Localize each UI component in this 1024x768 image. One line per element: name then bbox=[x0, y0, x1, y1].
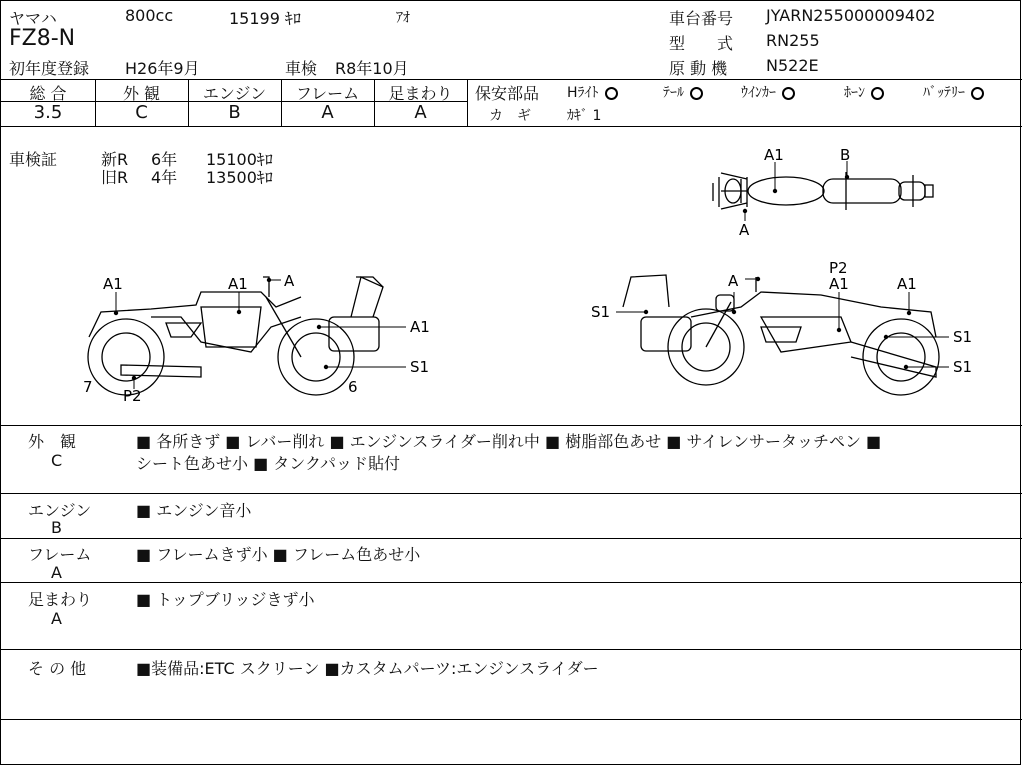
mark-label: B bbox=[840, 146, 851, 164]
frame-no-label: 車台番号 bbox=[669, 9, 734, 28]
inspection-label: 車検 bbox=[285, 59, 318, 78]
headlight-label: Hﾗｲﾄ bbox=[567, 85, 599, 101]
grade-engine-label: エンジン bbox=[202, 84, 267, 103]
safety-taillight bbox=[663, 82, 703, 102]
mark-label: A1 bbox=[764, 146, 784, 164]
divider bbox=[1, 649, 1022, 650]
engine-value: N522E bbox=[766, 56, 819, 75]
mark-label: 7 bbox=[83, 378, 93, 396]
maker: ヤマハ bbox=[9, 9, 57, 28]
mark-label: P2 bbox=[829, 259, 848, 277]
cert-new-label: 新R bbox=[101, 150, 129, 169]
type-label: 型 式 bbox=[669, 34, 734, 53]
safety-horn bbox=[844, 82, 884, 102]
mark-label: A bbox=[739, 221, 750, 239]
remark-suspension-line1: ■ トップブリッジきず小 bbox=[136, 590, 315, 609]
engine-label: 原 動 機 bbox=[669, 59, 728, 78]
grade-exterior-value: C bbox=[135, 102, 148, 123]
remark-exterior-line2: シート色あせ小 ■ タンクパッド貼付 bbox=[136, 454, 401, 473]
grade-engine-value: B bbox=[228, 102, 241, 123]
remark-suspension-grade: A bbox=[51, 609, 62, 628]
remark-frame-grade: A bbox=[51, 563, 62, 582]
divider bbox=[1, 425, 1022, 426]
right-side-bike bbox=[623, 275, 939, 395]
remark-engine-label: エンジン bbox=[28, 501, 92, 520]
safety-headlight bbox=[567, 82, 618, 102]
divider bbox=[1, 79, 1022, 80]
remark-exterior-grade: C bbox=[51, 451, 63, 470]
cert-old-year: 4年 bbox=[151, 168, 178, 187]
mark-label: A1 bbox=[103, 275, 123, 293]
ok-circle-icon bbox=[971, 87, 984, 100]
mark-label: A bbox=[284, 272, 295, 290]
grade-suspension-value: A bbox=[414, 102, 427, 123]
remark-engine-grade: B bbox=[51, 518, 62, 537]
first-reg-label: 初年度登録 bbox=[9, 59, 90, 78]
mark-label: S1 bbox=[953, 358, 973, 376]
type-value: RN255 bbox=[766, 31, 820, 50]
color: ｱｵ bbox=[396, 10, 410, 26]
safety-battery bbox=[923, 82, 984, 102]
grade-exterior-label: 外 観 bbox=[122, 84, 161, 103]
cert-old-km: 13500ｷﾛ bbox=[206, 168, 273, 187]
model-name: FZ8-N bbox=[9, 26, 76, 51]
grade-suspension-label: 足まわり bbox=[388, 84, 453, 103]
safety-label: 保安部品 bbox=[475, 84, 540, 103]
key-value: ｶｷﾞ 1 bbox=[567, 108, 602, 124]
grade-frame-label: フレーム bbox=[295, 84, 360, 103]
inspection-value: R8年10月 bbox=[335, 59, 409, 78]
mark-label: S1 bbox=[953, 328, 973, 346]
taillight-label: ﾃｰﾙ bbox=[663, 85, 684, 101]
remark-exterior-label: 外 観 bbox=[28, 432, 77, 451]
cert-new-km: 15100ｷﾛ bbox=[206, 150, 273, 169]
mark-label: A1 bbox=[228, 275, 248, 293]
mark-label: 6 bbox=[348, 378, 358, 396]
grade-overall-label: 総 合 bbox=[29, 84, 67, 103]
mark-label: A1 bbox=[897, 275, 917, 293]
mark-label: A1 bbox=[410, 318, 430, 336]
displacement: 800cc bbox=[125, 6, 174, 25]
divider bbox=[1, 582, 1022, 583]
ok-circle-icon bbox=[690, 87, 703, 100]
winker-label: ｳｲﾝｶｰ bbox=[741, 85, 776, 101]
ok-circle-icon bbox=[782, 87, 795, 100]
divider bbox=[1, 719, 1022, 720]
remark-frame-label: フレーム bbox=[28, 545, 92, 564]
ok-circle-icon bbox=[871, 87, 884, 100]
mark-label: A bbox=[728, 272, 739, 290]
first-reg-value: H26年9月 bbox=[125, 59, 200, 78]
damage-diagram bbox=[1, 127, 1021, 423]
divider bbox=[1, 493, 1022, 494]
mark-label: S1 bbox=[410, 358, 430, 376]
mark-label: P2 bbox=[123, 387, 142, 405]
remark-other-label: そ の 他 bbox=[28, 659, 87, 678]
divider bbox=[467, 79, 468, 126]
remark-engine-line1: ■ エンジン音小 bbox=[136, 501, 252, 520]
safety-winker bbox=[741, 82, 795, 102]
remark-exterior-line1: ■ 各所きず ■ レバー削れ ■ エンジンスライダー削れ中 ■ 樹脂部色あせ ■ サイレンサータッチペン ■ bbox=[136, 432, 882, 451]
cert-label: 車検証 bbox=[9, 150, 58, 169]
horn-label: ﾎｰﾝ bbox=[844, 85, 865, 101]
remark-suspension-label: 足まわり bbox=[28, 590, 93, 609]
grade-overall-value: 3.5 bbox=[33, 102, 63, 123]
remark-other-line1: ■装備品:ETC スクリーン ■カスタムパーツ:エンジンスライダー bbox=[136, 659, 599, 678]
grade-frame-value: A bbox=[321, 102, 334, 123]
cert-new-year: 6年 bbox=[151, 150, 178, 169]
mileage: 15199 ｷﾛ bbox=[229, 9, 301, 28]
battery-label: ﾊﾞｯﾃﾘｰ bbox=[923, 85, 965, 101]
divider bbox=[1, 538, 1022, 539]
ok-circle-icon bbox=[605, 87, 618, 100]
mark-label: A1 bbox=[829, 275, 849, 293]
mark-label: S1 bbox=[591, 303, 611, 321]
frame-no: JYARN255000009402 bbox=[766, 6, 936, 25]
key-label: カ ギ bbox=[489, 108, 531, 124]
top-view-bike bbox=[713, 172, 933, 210]
remark-frame-line1: ■ フレームきず小 ■ フレーム色あせ小 bbox=[136, 545, 421, 564]
cert-old-label: 旧R bbox=[101, 168, 129, 187]
